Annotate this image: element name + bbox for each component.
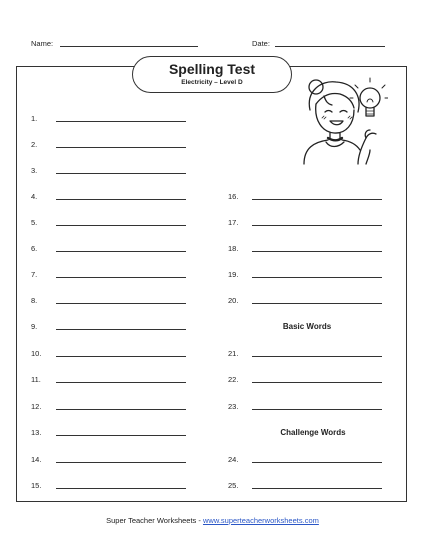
answer-line-2[interactable] — [56, 147, 186, 148]
date-field[interactable] — [275, 46, 385, 47]
answer-line-17[interactable] — [252, 225, 382, 226]
answer-line-21[interactable] — [252, 356, 382, 357]
footer-link[interactable]: www.superteacherworksheets.com — [202, 516, 319, 525]
item-number-13: 13. — [31, 428, 42, 437]
girl-with-lightbulb-icon — [296, 74, 388, 171]
answer-line-11[interactable] — [56, 382, 186, 383]
item-number-20: 20. — [228, 296, 239, 305]
name-label: Name: — [31, 39, 54, 48]
answer-line-23[interactable] — [252, 409, 382, 410]
item-number-18: 18. — [228, 244, 239, 253]
item-number-16: 16. — [228, 192, 239, 201]
item-number-21: 21. — [228, 349, 239, 358]
answer-line-9[interactable] — [56, 329, 186, 330]
answer-line-13[interactable] — [56, 435, 186, 436]
item-number-19: 19. — [228, 270, 239, 279]
item-number-2: 2. — [31, 140, 38, 149]
footer-text: Super Teacher Worksheets - — [106, 516, 203, 525]
answer-line-4[interactable] — [56, 199, 186, 200]
item-number-10: 10. — [31, 349, 42, 358]
answer-line-18[interactable] — [252, 251, 382, 252]
item-number-1: 1. — [31, 114, 38, 123]
answer-line-14[interactable] — [56, 462, 186, 463]
date-label: Date: — [252, 39, 270, 48]
answer-line-6[interactable] — [56, 251, 186, 252]
answer-line-16[interactable] — [252, 199, 382, 200]
answer-line-24[interactable] — [252, 462, 382, 463]
item-number-8: 8. — [31, 296, 38, 305]
item-number-25: 25. — [228, 481, 239, 490]
footer — [0, 516, 425, 525]
answer-line-25[interactable] — [252, 488, 382, 489]
answer-line-1[interactable] — [56, 121, 186, 122]
item-number-17: 17. — [228, 218, 239, 227]
answer-line-15[interactable] — [56, 488, 186, 489]
challenge-words-heading: Challenge Words — [280, 428, 346, 437]
name-field[interactable] — [60, 46, 198, 47]
item-number-15: 15. — [31, 481, 42, 490]
answer-line-7[interactable] — [56, 277, 186, 278]
answer-line-8[interactable] — [56, 303, 186, 304]
item-number-22: 22. — [228, 375, 239, 384]
item-number-9: 9. — [31, 322, 38, 331]
answer-line-5[interactable] — [56, 225, 186, 226]
answer-line-10[interactable] — [56, 356, 186, 357]
item-number-11: 11. — [31, 375, 41, 384]
title-box — [132, 56, 292, 93]
item-number-6: 6. — [31, 244, 38, 253]
item-number-7: 7. — [31, 270, 38, 279]
page-subtitle: Electricity – Level D — [181, 79, 243, 86]
item-number-5: 5. — [31, 218, 38, 227]
item-number-4: 4. — [31, 192, 38, 201]
item-number-24: 24. — [228, 455, 239, 464]
page-title: Spelling Test — [168, 61, 256, 77]
answer-line-22[interactable] — [252, 382, 382, 383]
basic-words-heading: Basic Words — [282, 322, 332, 331]
answer-line-12[interactable] — [56, 409, 186, 410]
answer-line-3[interactable] — [56, 173, 186, 174]
answer-line-19[interactable] — [252, 277, 382, 278]
item-number-3: 3. — [31, 166, 38, 175]
item-number-23: 23. — [228, 402, 239, 411]
answer-line-20[interactable] — [252, 303, 382, 304]
item-number-12: 12. — [31, 402, 42, 411]
item-number-14: 14. — [31, 455, 42, 464]
